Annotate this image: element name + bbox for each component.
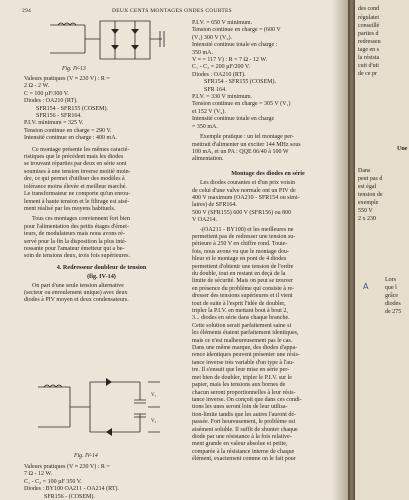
text-line: Le transformateur ne comporte qu'un enrou- [24,191,131,198]
spec-line: = 350 mA. [192,123,218,130]
spec-line: (V₁) 300 V (V₂). [192,34,232,41]
next-page-edge [355,0,409,500]
running-header: DEUX CENTS MONTAGES ONDES COURTES [112,8,232,14]
spec-line: Diodes : OA210 (RT). [24,98,78,105]
text-line: diode par une résistance à la fois relative- [192,433,292,440]
next-page-line: diodes [385,301,401,307]
text-line: Ce montage présente les mêmes caracté- [32,146,130,153]
next-page-line: régulatet [358,15,379,21]
text-line: dre, ce qui permet d'utiliser des modèles à [24,176,125,183]
section-heading: Montage des diodes en série [231,169,305,177]
text-line: tions les unes seront loin de leur utilisa- [192,404,288,411]
next-page-line: Lors [385,277,396,283]
spec-line: Valeurs pratiques (V ≈ 230 V) : R = [24,464,110,470]
text-line: permettent d'obtenir une tension de l'ordre [192,263,294,270]
text-line: ment réalisé par les moyens habituels. [24,205,116,212]
next-page-line: grâce [385,293,398,299]
text-line: tion-limite tandis que les autres l'auront dé- [192,411,297,418]
text-line: On part d'une seule tension alternative [32,282,124,289]
text-line: papier, mais les tensions aux bornes de [192,382,286,389]
next-page-line: redresseu [358,39,381,45]
next-page-line: 550 V [358,208,373,214]
text-line: pour l'alimentation des petits étages d'émet- [24,223,129,230]
text-line: aisément soluble. Il suffit de shunter chaque [192,426,298,433]
text-line: V OA214. [192,217,217,224]
next-page-line: est égal [358,184,377,190]
spec-line: Diodes : BY100 OA211 - OA214 (RT). [24,486,119,493]
text-line: ressante pour l'amateur émetteur qui a be- [24,245,125,252]
spec-line: P.I.V. = 650 V minimum. [192,20,253,26]
text-line: teurs, de modulateurs mais nous avons ré- [24,231,125,238]
text-line: rence identiques peuvent présenter une résis- [192,352,300,359]
section-subheading: (fig. IV-14) [87,273,116,281]
next-page-line: cuit d'uti [358,63,379,69]
text-line: Les diodes courantes et d'un prix voisin [200,180,296,187]
text-line: diodes à PIV moyen et deux condensateurs. [24,297,129,304]
text-line: ristiques que le précédent mais les diodes [24,154,124,161]
spec-line: 2 Ω - 2 W. [24,83,50,90]
spec-line: SFR154 - SFR155 (COSEM). [204,79,277,86]
text-line: Tous ces montages conviennent fort bien [32,216,131,223]
spec-line: Intensité continue en charge : 400 mA. [24,135,118,142]
spec-line: 7 Ω - 12 W. [24,471,53,478]
spec-line: 350 mA. [192,49,213,56]
figure-iv-14-schematic [30,372,170,452]
section-heading: 4. Redresseur doubleur de tension [56,263,147,271]
text-line: lement à haute tension et le filtrage est aisé- [24,198,130,205]
next-page-line: conseillé [358,23,380,29]
next-page-line: que l [385,285,397,291]
text-line: mettrait d'alimenter un exciter 144 MHz sous [192,141,301,148]
text-line: 400 V maximum (OA210 - SFR154 ou simi- [192,194,300,201]
text-line: tance inverse très variable d'un type à l'au- [192,359,294,366]
next-page-line: de 275 [385,309,402,315]
next-page-line: des cond [358,6,380,12]
text-line: (secteur ou enroulement unique) avec deux [24,289,128,296]
text-line: -(OA211 - BY100) et les meilleures ne [200,226,294,233]
text-line: Exemple pratique : un tel montage per- [200,134,294,141]
spec-line: et 152 V (V₂). [192,108,226,115]
text-line: fois, nous avons vu que le montage dou- [192,248,289,255]
spec-line: Intensité continue totale en charge : [192,42,278,49]
right-column [192,20,344,464]
figure-iv-13-caption: Fig. IV-13 [62,66,86,72]
text-line: mais ce n'est malheureusement pas le cas. [192,337,293,344]
handwritten-annotation: A [363,282,369,291]
spec-line: Tension continue en charge = 305 V (V₁) [192,101,291,108]
text-line: tout de suite à l'esprit l'idée de doubler, [192,300,286,307]
next-page-line: exemple [358,200,379,206]
text-line: Dans une même marque, des diodes d'appa- [192,345,298,352]
text-line: de celui d'une valve normale ont un PIV de [192,187,296,194]
text-line: en présence du problème qui consiste à re- [192,285,295,292]
text-line: soumises à une tension inverse moitié moin- [24,168,131,175]
left-column [24,76,179,305]
next-page-line: tension de [358,192,383,198]
spec-line: C₁ - C₂ = 200 µF/200 V. [192,64,250,71]
next-page-line: parties d [358,31,379,37]
spec-line: P.I.V. minimum = 325 V. [24,120,84,127]
next-page-line: de ce pr [358,71,377,77]
text-line: tolérance moins élevée et meilleur marché. [24,183,127,190]
figure-iv-14-caption: Fig. IV-14 [74,453,98,459]
text-line: laires) de SFR164. [192,202,237,209]
text-line: se trouvant réparties par deux en série sont [24,161,127,168]
text-line: Cette solution serait parfaitement saine si [192,322,292,329]
spec-line: Diodes : OA210 (RT). [192,71,246,78]
left-column-bottom [24,464,179,500]
spec-line: SFR 164. [204,86,227,93]
text-line: périeure à 250 V en chiffre rond. Toute- [192,241,288,248]
spec-line: P.I.V. = 330 V minimum. [192,94,253,101]
next-page-heading: Une [397,146,408,152]
spec-line: SFR154 - SFR155 (COSEM). [36,105,109,112]
spec-line: C = 100 µF/300 V. [24,90,69,97]
text-line: chacun seront proportionnelles à leur résis- [192,389,296,396]
text-line: 500 V (SFR155) 600 V (SFR156) ou 800 [192,209,292,216]
next-page-line: Dans [358,168,371,174]
text-line: tre. Il s'ensuit que leur mise en série per- [192,367,290,374]
text-line: met bien de doubler, tripler le P.I.V. sur le [192,374,292,381]
text-line: du double, tout en restant en deçà de la [192,271,286,277]
spec-line: Tension continue en charge = 290 V. [24,127,112,134]
spec-line: Intensité continue totale en charge [192,116,275,123]
text-line: servé pour la fin la disposition la plus inté- [24,238,127,245]
next-page-line: 2 x 230 [358,216,376,222]
svg-text:V₁: V₁ [151,393,157,398]
text-line: alimentation. [192,156,224,163]
text-line: ment grande en valeur absolue et petite, [192,441,288,448]
spec-line: V ≈ = 117 V) : R = 7 Ω - 12 W. [192,57,268,64]
text-line: comparée à la résistance interne de chaque [192,448,295,455]
spec-line: Tension continue en charge = (600 V [192,27,281,34]
page-number: 294 [22,8,31,14]
text-line: bleur et le montage en pont de 4 diodes [192,256,287,263]
text-line: 3... diodes en série dans chaque branche. [192,315,290,322]
figure-iv-13-schematic [40,15,170,65]
text-line: limite de sécurité. Mais on peut se trouver [192,278,293,285]
svg-text:V₂: V₂ [151,419,157,424]
spec-line: C₁ - C₂ = 100 µF 350 V. [24,478,82,485]
text-line: soin de tensions deux, trois fois supérieures. [24,253,130,260]
text-line: passée. Fort heureusement, le problème est [192,419,296,426]
next-page-line: la résista [358,55,380,61]
text-line: 100 mA, et un PA : QQE 06/40 à 100 W [192,148,289,155]
text-line: dresser des tensions supérieures et il vient [192,293,293,300]
text-line: tripler la P.I.V. en mettant bout à bout 2, [192,308,288,315]
text-line: élément, exactement comme on le fait pour [192,456,296,463]
next-page-line: peut pas d [358,176,383,182]
text-line: tance inverse. On conçoit que dans ces condi- [192,396,302,403]
spec-line: SFR156 - SFR164. [36,113,82,120]
text-line: permettent pas de redresser une tension su- [192,233,296,240]
spec-line: Valeurs pratiques (V ≈ 230 V) : R = [24,76,110,82]
next-page-line: tage en s [358,47,379,53]
text-line: les éléments étaient parfaitement identiques, [192,330,299,337]
spec-line: SFR156 - (COSEM). [44,493,95,500]
